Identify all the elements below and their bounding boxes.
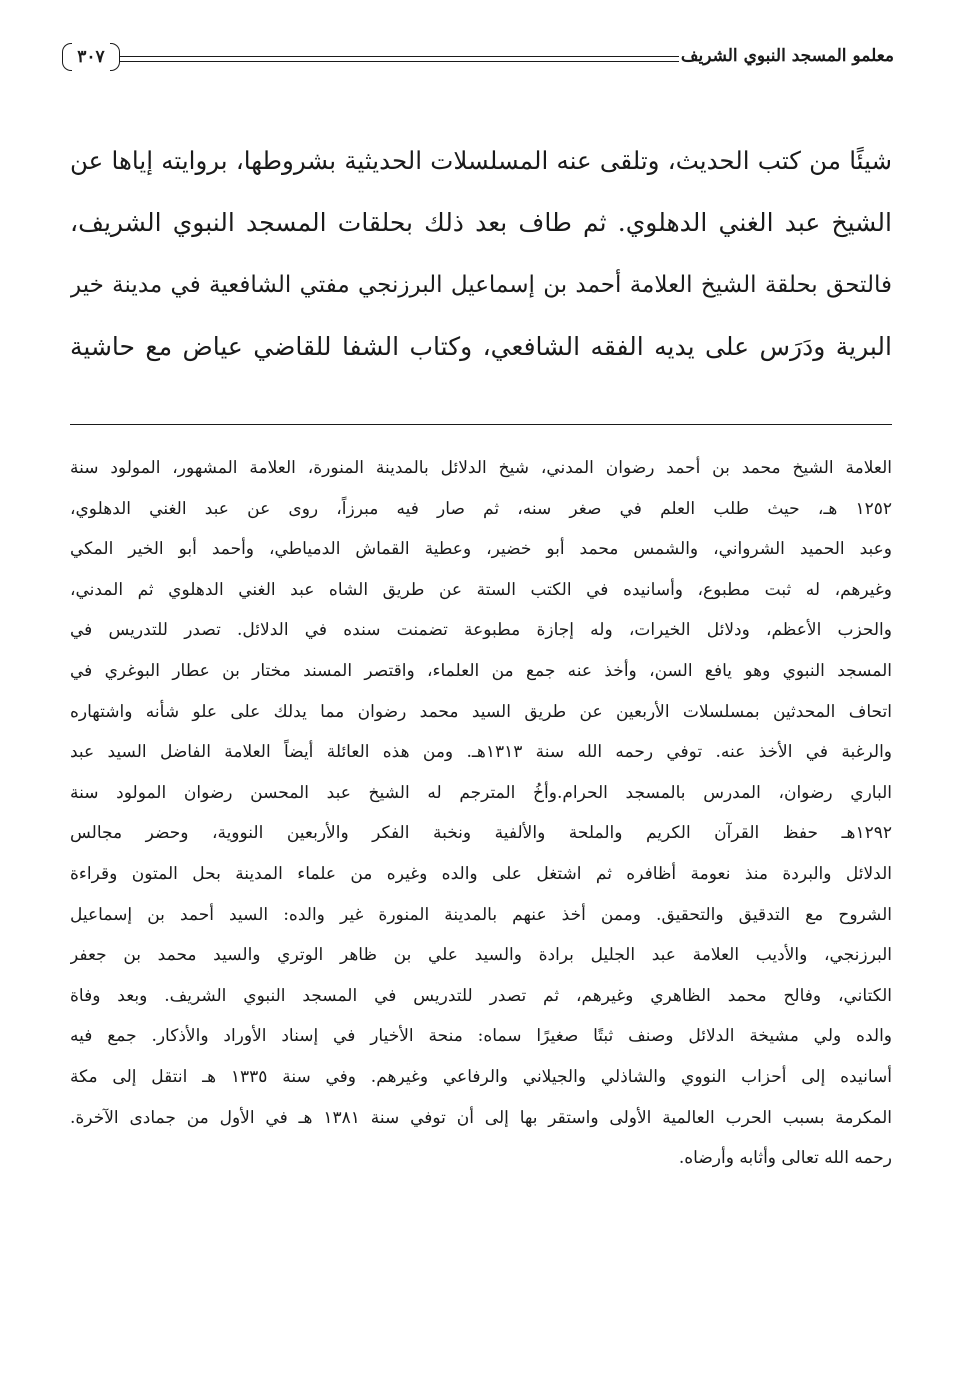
footnote-line: الباري رضوان، المدرس بالمسجد الحرام.وأخُ المترجم له الشيخ عبد المحسن رضوان المولود سنة	[70, 782, 892, 803]
footnote-line: والحزب الأعظم، ودلائل الخيرات، وله إجازة مطبوعة تضمنت سنده في الدلائل. تصدر للتدريس في	[70, 620, 892, 641]
main-text	[70, 130, 892, 378]
header-rule-double	[120, 61, 679, 62]
footnote-separator	[70, 424, 892, 425]
footnote-line: أسانيده إلى أحزاب النووي والشاذلي والجيلاني والرفاعي وغيرهم. وفي سنة ١٣٣٥ هـ انتقل إلى مكة	[70, 1066, 892, 1087]
main-text-line: شيئًا من كتب الحديث، وتلقى عنه المسلسلات الحديثية بشروطها، بروايته إياها عن	[70, 146, 892, 175]
footnote-line: الدلائل والبردة منذ نعومة أظافره ثم اشتغل على والده وغيره من علماء المدينة بحل المتون وقراءة	[70, 863, 892, 884]
running-title: معلمو المسجد النبوي الشريف	[680, 46, 894, 66]
main-text-line: فالتحق بحلقة الشيخ العلامة أحمد بن إسماعيل البرزنجي مفتي الشافعية في مدينة خير	[70, 272, 892, 298]
footnote-line: العلامة الشيخ محمد بن أحمد رضوان المدني، شيخ الدلائل بالمدينة المنورة، العلامة المشهور، المولود سنة	[70, 458, 892, 478]
footnote-line: والده ولي مشيخة الدلائل وصنف ثبتًا صغيرًا سماه: منحة الأخيار في إسناد الأوراد والأذكار. جمع فيه	[70, 1026, 892, 1047]
footnote-line: ١٢٩٢هـ حفظ القرآن الكريم والملحة والألفية ونخبة الفكر والأربعين النووية، وحضر مجالس	[70, 823, 892, 844]
footnote-line: المكرمة بسبب الحرب العالمية الأولى واستقر بها إلى أن توفي سنة ١٣٨١ هـ في الأول من جمادى الآخرة.	[70, 1107, 892, 1128]
running-header	[62, 42, 894, 82]
main-text-line: البرية ودَرَس على يديه الفقه الشافعي، وكتاب الشفا للقاضي عياض مع حاشية	[70, 332, 892, 361]
footnote-line: وعبد الحميد الشرواني، والشمس محمد أبو خضير، وعطية القماش الدمياطي، وأحمد أبو الخير المكي	[70, 539, 892, 560]
footnote-line: الشروح مع التدقيق والتحقيق. وممن أخذ عنهم بالمدينة المنورة غير والده: السيد أحمد بن إسماعيل	[70, 904, 892, 925]
footnote-line: رحمه الله تعالى وأثابه وأرضاه.	[678, 1148, 892, 1169]
header-rule	[120, 56, 679, 57]
footnote-line: الكتاني، وفالح محمد الظاهري وغيرهم، ثم تصدر للتدريس في المسجد النبوي الشريف. وبعد وفاة	[70, 985, 892, 1006]
page-number: ٣٠٧	[62, 42, 120, 72]
footnote-line: والرغبة في الأخذ عنه. توفي رحمه الله سنة ١٣١٣هـ. ومن هذه العائلة أيضاً العلامة الفاضل السيد عبد	[70, 742, 892, 763]
main-text-line: الشيخ عبد الغني الدهلوي. ثم طاف بعد ذلك بحلقات المسجد النبوي الشريف،	[70, 208, 892, 237]
footnote-line: اتحاف المحدثين بمسلسلات الأربعين عن طريق السيد محمد رضوان مما يدلك على علو شأنه واشتهاره	[70, 701, 892, 722]
footnote-line: ١٢٥٢ هـ، حيث طلب العلم في صغر سنه، ثم صار فيه مبرزاً، روى عن عبد الغني الدهلوي،	[70, 498, 892, 519]
footnote	[70, 448, 892, 1179]
footnote-line: وغيرهم، له ثبت مطبوع، وأسانيده في الكتب الستة عن طريق الشاه عبد الغني الدهلوي ثم المدني،	[70, 579, 892, 600]
footnote-line: المسجد النبوي وهو يافع السن، وأخذ عنه جمع من العلماء، واقتصر المسند مختار بن عطار البوغري في	[70, 660, 892, 681]
footnote-line: البرزنجي، والأديب العلامة عبد الجليل برادة والسيد علي بن ظاهر الوتري والسيد محمد بن جعفر	[70, 945, 892, 966]
